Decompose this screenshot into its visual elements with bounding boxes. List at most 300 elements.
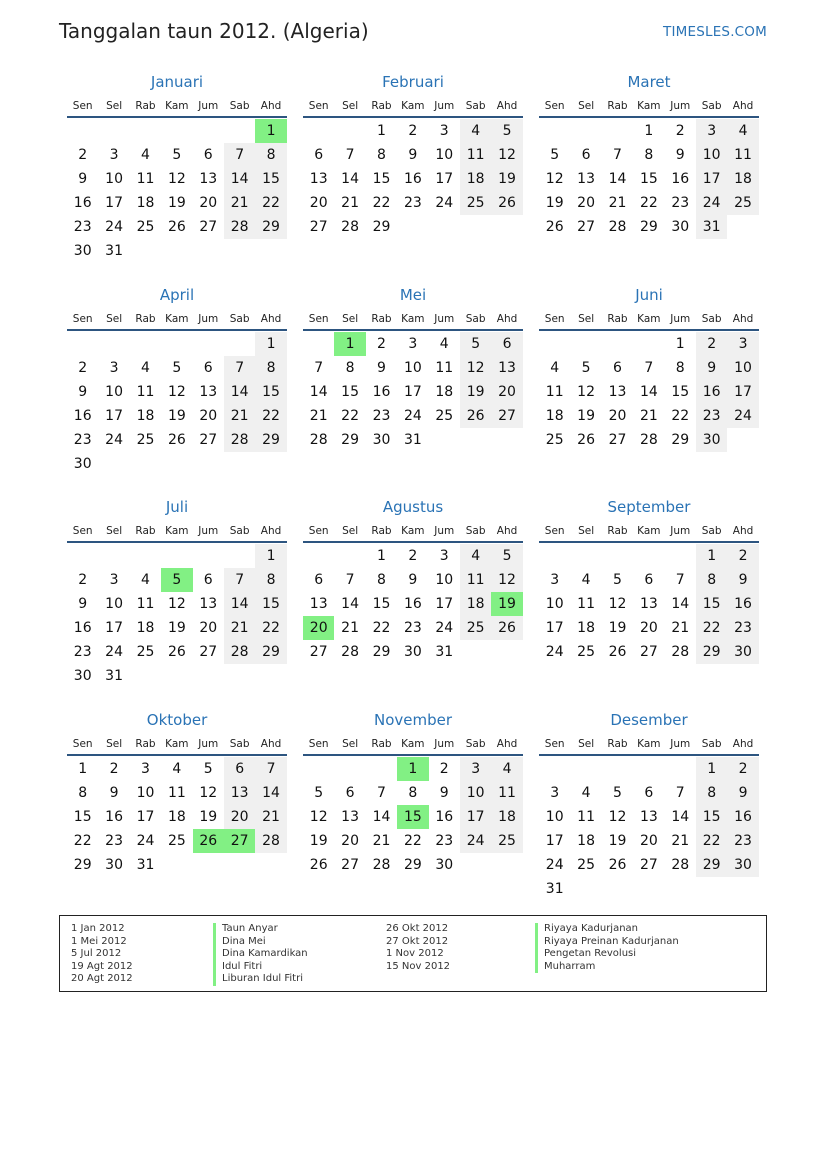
empty-cell: [193, 332, 224, 356]
empty-cell: [727, 428, 758, 452]
day-cell: 10: [545, 596, 564, 612]
day-cell: 5: [172, 360, 182, 376]
day-cell: 29: [255, 640, 286, 664]
holiday-legend: [59, 915, 767, 992]
day-cell: 26: [167, 644, 186, 660]
day-cell: 30: [727, 853, 758, 877]
day-cell: 6: [203, 147, 213, 163]
weekday-label: Sen: [72, 738, 93, 750]
empty-cell: [161, 664, 192, 688]
day-cell: 31: [545, 881, 564, 897]
weekday-label: Rab: [371, 525, 392, 537]
day-cell: 24: [403, 408, 422, 424]
day-cell: 10: [435, 147, 454, 163]
day-cell: 4: [550, 360, 560, 376]
day-cell: 17: [545, 620, 564, 636]
day-cell: 4: [172, 761, 182, 777]
weekday-label: Jum: [198, 100, 219, 112]
empty-cell: [67, 544, 98, 568]
empty-cell: [130, 452, 161, 476]
day-cell: 20: [341, 833, 359, 849]
day-cell: 13: [224, 781, 255, 805]
weekday-label: Ahd: [496, 313, 518, 325]
day-cell: 27: [639, 644, 658, 660]
legend-date: 20 Agt 2012: [71, 973, 133, 984]
day-cell: 17: [460, 805, 491, 829]
weekday-label: Sel: [578, 313, 595, 325]
day-grid: [539, 119, 759, 239]
empty-cell: [224, 853, 255, 877]
day-cell: 22: [255, 404, 286, 428]
weekday-header: [67, 309, 287, 331]
weekday-label: Jum: [434, 525, 455, 537]
day-cell: 16: [73, 195, 92, 211]
day-cell: 20: [639, 833, 658, 849]
weekday-label: Rab: [607, 525, 628, 537]
day-cell: 7: [675, 572, 685, 588]
day-cell: 21: [224, 616, 255, 640]
day-cell: 26: [491, 191, 522, 215]
legend-date: 1 Jan 2012: [71, 923, 125, 934]
weekday-label: Sel: [342, 525, 359, 537]
day-cell: 29: [696, 640, 727, 664]
day-cell: 11: [460, 568, 491, 592]
weekday-header: [67, 521, 287, 543]
month-name: April: [159, 286, 195, 304]
day-cell: 19: [460, 380, 491, 404]
day-cell: 9: [675, 147, 685, 163]
day-cell: 3: [439, 548, 449, 564]
day-cell: 7: [377, 785, 386, 801]
empty-cell: [161, 544, 192, 568]
day-grid: [303, 119, 523, 239]
weekday-label: Sel: [578, 738, 595, 750]
legend-holiday-name: Pengetan Revolusi: [535, 948, 679, 961]
day-cell: 19: [167, 195, 186, 211]
weekday-label: Sel: [578, 100, 595, 112]
empty-cell: [255, 664, 286, 688]
day-cell: 6: [644, 572, 654, 588]
weekday-label: Kam: [165, 100, 189, 112]
day-cell: 17: [403, 384, 422, 400]
empty-cell: [98, 544, 129, 568]
day-cell: 14: [639, 384, 658, 400]
day-cell: 19: [608, 620, 627, 636]
day-cell: 27: [309, 644, 328, 660]
month-name: Maret: [627, 73, 671, 91]
empty-cell: [570, 119, 601, 143]
day-cell: 28: [671, 857, 690, 873]
day-cell: 9: [377, 360, 386, 376]
day-cell: 22: [639, 195, 658, 211]
weekday-label: Kam: [165, 738, 189, 750]
day-cell: 11: [460, 143, 491, 167]
day-cell: 7: [644, 360, 654, 376]
day-cell: 8: [255, 356, 286, 380]
day-cell: 13: [199, 171, 218, 187]
day-cell: 30: [372, 432, 391, 448]
day-cell: 27: [199, 219, 218, 235]
day-cell: 20: [224, 805, 255, 829]
day-cell: 10: [105, 596, 123, 612]
empty-cell: [303, 332, 334, 356]
weekday-label: Rab: [135, 738, 156, 750]
month-name: Juni: [635, 286, 663, 304]
empty-cell: [161, 239, 192, 263]
day-cell: 26: [167, 432, 186, 448]
weekday-label: Sab: [465, 525, 486, 537]
day-cell: 25: [545, 432, 564, 448]
day-cell: 22: [372, 195, 391, 211]
legend-dates-right: [386, 923, 450, 973]
day-cell: 22: [255, 191, 286, 215]
day-cell: 25: [167, 833, 186, 849]
day-cell: 24: [105, 644, 123, 660]
day-cell: 17: [105, 620, 123, 636]
month-name: Mei: [399, 286, 427, 304]
month-name: Desember: [610, 711, 688, 729]
empty-cell: [130, 332, 161, 356]
weekday-header: [539, 96, 759, 118]
day-cell: 10: [136, 785, 155, 801]
day-cell: 12: [608, 596, 627, 612]
day-cell: 9: [727, 781, 758, 805]
day-cell: 1: [255, 544, 286, 568]
day-cell: 20: [639, 620, 658, 636]
day-cell: 20: [303, 616, 334, 640]
weekday-label: Jum: [198, 738, 219, 750]
day-cell: 29: [73, 857, 92, 873]
day-cell: 14: [255, 781, 286, 805]
day-cell: 14: [341, 171, 359, 187]
day-cell: 24: [460, 829, 491, 853]
weekday-header: [303, 96, 523, 118]
day-cell: 6: [644, 785, 654, 801]
day-cell: 5: [491, 119, 522, 143]
day-cell: 20: [199, 620, 218, 636]
day-cell: 21: [671, 620, 690, 636]
day-cell: 25: [136, 219, 155, 235]
day-cell: 29: [639, 219, 658, 235]
day-cell: 25: [491, 829, 522, 853]
empty-cell: [224, 119, 255, 143]
day-cell: 16: [403, 171, 422, 187]
month-desember: [539, 710, 759, 901]
day-cell: 28: [608, 219, 627, 235]
empty-cell: [224, 544, 255, 568]
empty-cell: [67, 332, 98, 356]
weekday-label: Ahd: [732, 313, 754, 325]
empty-cell: [539, 757, 570, 781]
day-cell: 19: [491, 167, 522, 191]
day-cell: 16: [73, 620, 92, 636]
day-cell: 25: [136, 644, 155, 660]
month-name: November: [373, 711, 453, 729]
month-november: [303, 710, 523, 877]
day-cell: 27: [577, 219, 595, 235]
day-cell: 18: [435, 384, 454, 400]
day-cell: 14: [224, 592, 255, 616]
legend-holiday-name: Riyaya Kadurjanan: [535, 923, 679, 936]
day-cell: 11: [136, 384, 155, 400]
day-cell: 17: [696, 167, 727, 191]
day-cell: 30: [403, 644, 422, 660]
empty-cell: [539, 332, 570, 356]
legend-date: 1 Nov 2012: [386, 948, 444, 959]
day-cell: 27: [199, 644, 218, 660]
day-cell: 8: [377, 147, 386, 163]
month-juli: [67, 497, 287, 688]
empty-cell: [130, 664, 161, 688]
day-cell: 22: [73, 833, 92, 849]
weekday-label: Kam: [165, 525, 189, 537]
weekday-label: Kam: [637, 525, 661, 537]
day-cell: 23: [73, 432, 92, 448]
weekday-label: Rab: [135, 313, 156, 325]
day-cell: 18: [136, 408, 155, 424]
empty-cell: [303, 119, 334, 143]
legend-names-left: [213, 923, 308, 986]
day-cell: 14: [608, 171, 627, 187]
weekday-label: Ahd: [260, 100, 282, 112]
day-cell: 11: [727, 143, 758, 167]
day-cell: 22: [341, 408, 359, 424]
weekday-label: Jum: [434, 313, 455, 325]
day-cell: 6: [314, 147, 324, 163]
day-cell: 4: [141, 147, 150, 163]
weekday-header: [67, 734, 287, 756]
weekday-label: Sen: [72, 313, 93, 325]
day-cell: 28: [224, 215, 255, 239]
day-cell: 15: [73, 809, 92, 825]
empty-cell: [491, 853, 522, 877]
weekday-label: Ahd: [732, 525, 754, 537]
month-name: Juli: [165, 498, 189, 516]
empty-cell: [98, 332, 129, 356]
day-cell: 1: [696, 544, 727, 568]
weekday-header: [303, 309, 523, 331]
month-februari: [303, 72, 523, 239]
day-cell: 28: [255, 829, 286, 853]
empty-cell: [193, 544, 224, 568]
month-name: September: [607, 498, 691, 516]
day-cell: 9: [439, 785, 449, 801]
day-cell: 15: [696, 592, 727, 616]
weekday-header: [303, 521, 523, 543]
day-cell: 10: [545, 809, 564, 825]
day-cell: 23: [727, 616, 758, 640]
day-cell: 9: [408, 147, 418, 163]
day-cell: 16: [105, 809, 123, 825]
day-cell: 27: [341, 857, 359, 873]
day-cell: 29: [341, 432, 359, 448]
day-cell: 15: [372, 171, 391, 187]
empty-cell: [633, 877, 664, 901]
day-cell: 3: [696, 119, 727, 143]
day-cell: 15: [696, 805, 727, 829]
weekday-label: Sab: [465, 100, 486, 112]
day-cell: 13: [491, 356, 522, 380]
day-cell: 24: [696, 191, 727, 215]
day-cell: 20: [491, 380, 522, 404]
day-cell: 11: [136, 596, 155, 612]
empty-cell: [491, 215, 522, 239]
empty-cell: [539, 544, 570, 568]
day-cell: 4: [439, 336, 449, 352]
day-cell: 15: [255, 167, 286, 191]
empty-cell: [460, 428, 491, 452]
month-mei: [303, 285, 523, 452]
day-grid: [539, 757, 759, 901]
day-cell: 7: [224, 356, 255, 380]
day-cell: 25: [460, 616, 491, 640]
weekday-label: Sen: [544, 738, 565, 750]
day-cell: 19: [545, 195, 564, 211]
day-cell: 3: [550, 572, 560, 588]
empty-cell: [193, 119, 224, 143]
empty-cell: [67, 119, 98, 143]
legend-holiday-name: Riyaya Preinan Kadurjanan: [535, 936, 679, 949]
empty-cell: [602, 757, 633, 781]
day-cell: 23: [105, 833, 123, 849]
day-cell: 19: [491, 592, 522, 616]
empty-cell: [224, 664, 255, 688]
empty-cell: [727, 215, 758, 239]
weekday-label: Kam: [401, 313, 425, 325]
weekday-label: Ahd: [260, 313, 282, 325]
day-cell: 15: [397, 805, 428, 829]
day-cell: 10: [435, 572, 454, 588]
weekday-label: Sab: [701, 525, 722, 537]
day-cell: 22: [255, 616, 286, 640]
day-cell: 8: [408, 785, 418, 801]
month-oktober: [67, 710, 287, 877]
empty-cell: [491, 428, 522, 452]
weekday-label: Sab: [229, 525, 250, 537]
empty-cell: [460, 853, 491, 877]
day-cell: 3: [550, 785, 560, 801]
day-cell: 14: [224, 167, 255, 191]
empty-cell: [161, 452, 192, 476]
day-cell: 18: [136, 195, 155, 211]
day-cell: 30: [73, 668, 92, 684]
day-cell: 24: [435, 620, 454, 636]
weekday-label: Sen: [308, 738, 329, 750]
empty-cell: [602, 544, 633, 568]
day-cell: 23: [696, 404, 727, 428]
day-cell: 26: [608, 857, 627, 873]
day-cell: 13: [577, 171, 595, 187]
day-cell: 15: [639, 171, 658, 187]
day-cell: 21: [341, 620, 359, 636]
day-cell: 14: [341, 596, 359, 612]
day-cell: 19: [167, 408, 186, 424]
day-cell: 19: [167, 620, 186, 636]
day-cell: 15: [341, 384, 359, 400]
legend-holiday-name: Taun Anyar: [213, 923, 308, 936]
empty-cell: [570, 332, 601, 356]
empty-cell: [303, 544, 334, 568]
empty-cell: [193, 239, 224, 263]
day-cell: 18: [460, 167, 491, 191]
day-cell: 9: [408, 572, 418, 588]
day-cell: 5: [161, 568, 192, 592]
day-cell: 13: [341, 809, 359, 825]
day-cell: 23: [73, 219, 92, 235]
day-cell: 7: [345, 572, 355, 588]
day-cell: 22: [696, 616, 727, 640]
day-cell: 11: [167, 785, 186, 801]
empty-cell: [161, 332, 192, 356]
empty-cell: [491, 640, 522, 664]
day-cell: 18: [136, 620, 155, 636]
day-cell: 1: [78, 761, 88, 777]
day-cell: 28: [671, 644, 690, 660]
day-cell: 1: [255, 332, 286, 356]
weekday-label: Jum: [434, 100, 455, 112]
weekday-label: Jum: [670, 100, 691, 112]
weekday-label: Sab: [229, 100, 250, 112]
day-cell: 25: [577, 644, 595, 660]
day-cell: 12: [491, 568, 522, 592]
day-cell: 9: [109, 785, 119, 801]
legend-date: 15 Nov 2012: [386, 960, 451, 972]
empty-cell: [602, 332, 633, 356]
day-cell: 12: [608, 809, 627, 825]
empty-cell: [570, 877, 601, 901]
day-cell: 20: [309, 195, 328, 211]
day-cell: 7: [224, 143, 255, 167]
empty-cell: [224, 452, 255, 476]
day-cell: 2: [675, 123, 685, 139]
day-cell: 23: [435, 833, 454, 849]
day-cell: 3: [141, 761, 150, 777]
empty-cell: [397, 215, 428, 239]
day-cell: 15: [255, 592, 286, 616]
day-cell: 22: [372, 620, 391, 636]
day-cell: 30: [727, 640, 758, 664]
day-cell: 3: [727, 332, 758, 356]
page-title: Tanggalan taun 2012. (Algeria): [59, 19, 369, 43]
day-cell: 29: [403, 857, 422, 873]
day-cell: 23: [403, 620, 422, 636]
day-cell: 24: [545, 644, 564, 660]
day-cell: 5: [491, 544, 522, 568]
day-cell: 5: [581, 360, 591, 376]
day-cell: 5: [203, 761, 213, 777]
weekday-label: Kam: [637, 313, 661, 325]
day-cell: 9: [78, 384, 88, 400]
day-cell: 16: [727, 805, 758, 829]
day-cell: 19: [608, 833, 627, 849]
day-cell: 29: [372, 644, 391, 660]
day-cell: 13: [309, 171, 328, 187]
legend-date: 1 Mei 2012: [71, 935, 127, 947]
day-grid: [539, 544, 759, 664]
empty-cell: [633, 544, 664, 568]
day-cell: 18: [167, 809, 186, 825]
weekday-header: [539, 309, 759, 331]
day-cell: 28: [309, 432, 328, 448]
weekday-label: Rab: [607, 313, 628, 325]
weekday-label: Kam: [401, 100, 425, 112]
brand-link[interactable]: TIMESLES.COM: [663, 24, 767, 40]
day-cell: 4: [460, 119, 491, 143]
day-cell: 7: [613, 147, 622, 163]
day-cell: 8: [644, 147, 654, 163]
day-cell: 21: [341, 195, 359, 211]
day-cell: 27: [224, 829, 255, 853]
